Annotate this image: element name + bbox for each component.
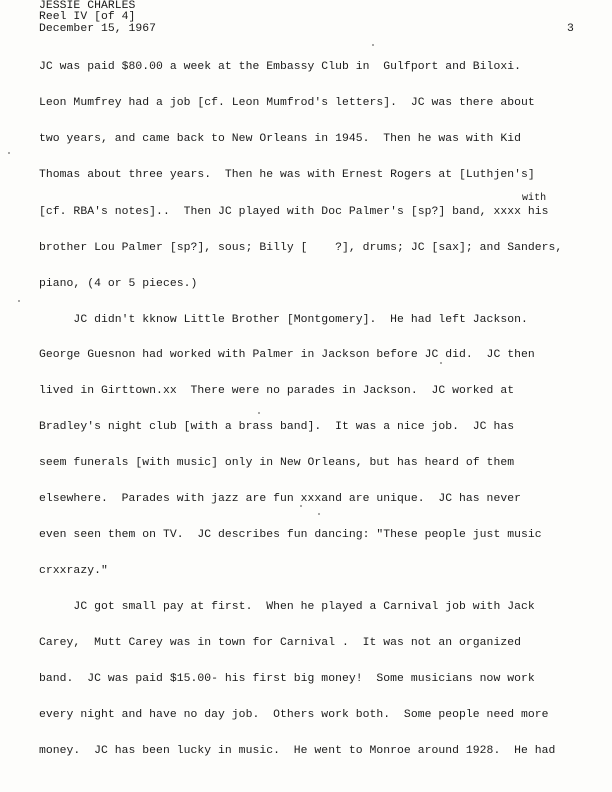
header-date: December 15, 1967: [39, 23, 157, 35]
handwritten-insertion: with: [522, 193, 547, 204]
text-line-15: crxxrazy.": [39, 565, 108, 577]
header-name: JESSIE CHARLES: [39, 0, 136, 12]
text-line-19: every night and have no day job. Others work both. Some people need more: [39, 709, 549, 721]
text-line-16: JC got small pay at first. When he played a Carnival job with Jack: [39, 601, 535, 613]
page-number: 3: [567, 23, 574, 35]
scan-speck: [8, 152, 10, 154]
text-line-10: lived in Girttown.xx There were no parades in Jackson. JC worked at: [39, 385, 515, 397]
text-line-17: Carey, Mutt Carey was in town for Carnival . It was not an organized: [39, 637, 521, 649]
text-line-3: two years, and came back to New Orleans in 1945. Then he was with Kid: [39, 133, 521, 145]
text-line-9: George Guesnon had worked with Palmer in Jackson before JC did. JC then: [39, 349, 535, 361]
text-line-8: JC didn't kknow Little Brother [Montgomery]. He had left Jackson.: [39, 314, 528, 326]
text-line-13: elsewhere. Parades with jazz are fun xxxand are unique. JC has never: [39, 493, 521, 505]
scan-speck: [440, 362, 442, 364]
text-line-20: money. JC has been lucky in music. He went to Monroe around 1928. He had: [39, 745, 556, 757]
scan-speck: [18, 300, 20, 302]
scan-speck: [300, 505, 302, 507]
text-line-1: JC was paid $80.00 a week at the Embassy Club in Gulfport and Biloxi.: [39, 61, 521, 73]
scan-speck: [258, 412, 260, 414]
text-line-18: band. JC was paid $15.00- his first big money! Some musicians now work: [39, 673, 535, 685]
text-line-5: [cf. RBA's notes].. Then JC played with Doc Palmer's [sp?] band, xxxx his: [39, 206, 549, 218]
text-line-2: Leon Mumfrey had a job [cf. Leon Mumfrod's letters]. JC was there about: [39, 97, 535, 109]
header-reel: Reel IV [of 4]: [39, 11, 136, 23]
text-line-6: brother Lou Palmer [sp?], sous; Billy [ ?], drums; JC [sax]; and Sanders,: [39, 242, 563, 254]
text-line-12: seem funerals [with music] only in New Orleans, but has heard of them: [39, 457, 515, 469]
text-line-11: Bradley's night club [with a brass band]. It was a nice job. JC has: [39, 421, 515, 433]
text-line-14: even seen them on TV. JC describes fun dancing: "These people just music: [39, 529, 542, 541]
scan-speck: [372, 44, 374, 46]
text-line-4: Thomas about three years. Then he was with Ernest Rogers at [Luthjen's]: [39, 169, 535, 181]
text-line-7: piano, (4 or 5 pieces.): [39, 278, 198, 290]
scan-speck: [318, 513, 320, 515]
